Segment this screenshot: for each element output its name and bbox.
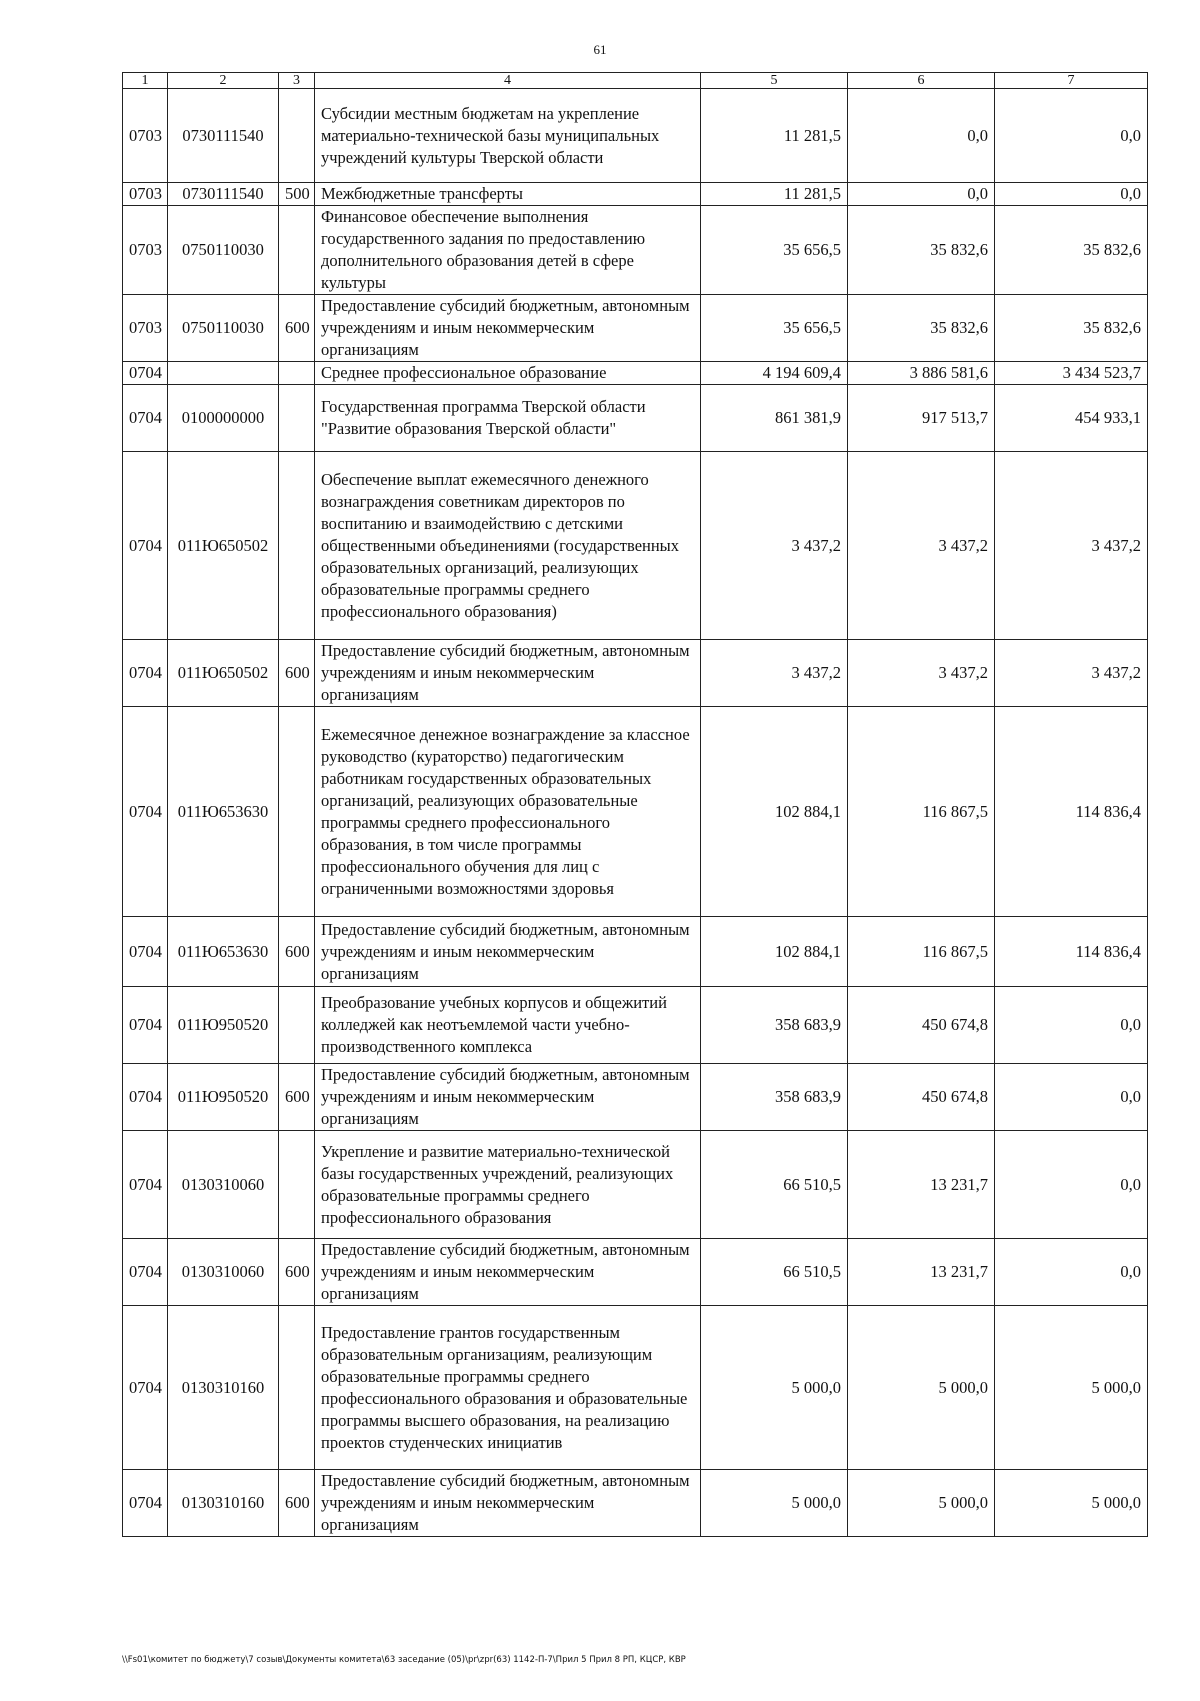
target-code-cell: 0730111540 [168,183,279,206]
target-code-cell: 0750110030 [168,206,279,295]
target-code-cell: 011Ю950520 [168,1064,279,1131]
item-name-cell: Предоставление субсидий бюджетным, автономным учреждениям и иным некоммерческим организациям [315,295,701,362]
amount-col7-cell: 0,0 [995,1064,1148,1131]
amount-col5-cell: 11 281,5 [701,89,848,183]
section-cell: 0704 [123,1470,168,1537]
amount-col7-cell: 0,0 [995,987,1148,1064]
footer-file-path: \\Fs01\комитет по бюджету\7 созыв\Документы комитета\63 заседание (05)\pr\zpr(63) 1142-П-7\Прил 5 Прил 8 РП, КЦСР, КВР [122,1655,686,1665]
target-code-cell: 0750110030 [168,295,279,362]
expense-type-cell: 600 [279,1239,315,1306]
column-header: 2 [168,73,279,89]
table-row [123,1064,1148,1131]
expense-type-cell [279,206,315,295]
amount-col5-cell: 35 656,5 [701,295,848,362]
target-code-cell: 0130310160 [168,1306,279,1470]
table-row [123,452,1148,640]
amount-col6-cell: 450 674,8 [848,1064,995,1131]
item-name-cell: Предоставление субсидий бюджетным, автономным учреждениям и иным некоммерческим организациям [315,1470,701,1537]
amount-col6-cell: 116 867,5 [848,707,995,917]
amount-col7-cell: 35 832,6 [995,206,1148,295]
amount-col7-cell: 3 434 523,7 [995,362,1148,385]
expense-type-cell [279,1306,315,1470]
amount-col6-cell: 0,0 [848,89,995,183]
item-name-cell: Предоставление субсидий бюджетным, автономным учреждениям и иным некоммерческим организациям [315,1064,701,1131]
amount-col7-cell: 0,0 [995,89,1148,183]
amount-col6-cell: 35 832,6 [848,206,995,295]
amount-col5-cell: 35 656,5 [701,206,848,295]
expense-type-cell: 600 [279,917,315,987]
section-cell: 0703 [123,89,168,183]
expense-type-cell [279,89,315,183]
section-cell: 0703 [123,183,168,206]
section-cell: 0703 [123,295,168,362]
table-row [123,987,1148,1064]
item-name-cell: Финансовое обеспечение выполнения государственного задания по предоставлению дополнительного образования детей в сфере культуры [315,206,701,295]
expense-type-cell [279,385,315,452]
amount-col7-cell: 0,0 [995,1239,1148,1306]
expense-type-cell [279,452,315,640]
amount-col5-cell: 4 194 609,4 [701,362,848,385]
amount-col7-cell: 114 836,4 [995,707,1148,917]
item-name-cell: Укрепление и развитие материально-технической базы государственных учреждений, реализующих образовательные программы среднего профессионального образования [315,1131,701,1239]
target-code-cell: 011Ю653630 [168,917,279,987]
column-header: 4 [315,73,701,89]
table-row [123,1306,1148,1470]
amount-col5-cell: 3 437,2 [701,640,848,707]
amount-col7-cell: 5 000,0 [995,1306,1148,1470]
table-row [123,183,1148,206]
amount-col6-cell: 450 674,8 [848,987,995,1064]
item-name-cell: Предоставление грантов государственным образовательным организациям, реализующим образовательные программы среднего профессионального образования и образовательные программы высшего образования, на реализацию проектов студенческих инициатив [315,1306,701,1470]
section-cell: 0704 [123,1131,168,1239]
amount-col5-cell: 66 510,5 [701,1131,848,1239]
expense-type-cell: 600 [279,1470,315,1537]
section-cell: 0704 [123,362,168,385]
expense-type-cell [279,362,315,385]
target-code-cell: 011Ю650502 [168,640,279,707]
column-header: 7 [995,73,1148,89]
column-header: 6 [848,73,995,89]
section-cell: 0704 [123,917,168,987]
amount-col6-cell: 0,0 [848,183,995,206]
target-code-cell: 011Ю950520 [168,987,279,1064]
amount-col6-cell: 13 231,7 [848,1239,995,1306]
amount-col5-cell: 5 000,0 [701,1306,848,1470]
amount-col6-cell: 13 231,7 [848,1131,995,1239]
page-number: 61 [593,42,607,57]
item-name-cell: Преобразование учебных корпусов и общежитий колледжей как неотъемлемой части учебно-производственного комплекса [315,987,701,1064]
section-cell: 0704 [123,640,168,707]
expense-type-cell: 600 [279,640,315,707]
item-name-cell: Ежемесячное денежное вознаграждение за классное руководство (кураторство) педагогическим работникам государственных образовательных организаций, реализующих образовательные программы среднего профессионального образования, в том числе программы профессионального обучения для лиц с ограниченными возможностями здоровья [315,707,701,917]
amount-col6-cell: 116 867,5 [848,917,995,987]
target-code-cell: 0100000000 [168,385,279,452]
expense-type-cell [279,987,315,1064]
amount-col5-cell: 102 884,1 [701,917,848,987]
amount-col6-cell: 3 437,2 [848,452,995,640]
column-header: 1 [123,73,168,89]
expense-type-cell: 600 [279,295,315,362]
amount-col7-cell: 35 832,6 [995,295,1148,362]
table-row [123,385,1148,452]
section-cell: 0704 [123,987,168,1064]
amount-col5-cell: 102 884,1 [701,707,848,917]
column-header: 5 [701,73,848,89]
section-cell: 0704 [123,707,168,917]
expense-type-cell [279,1131,315,1239]
section-cell: 0704 [123,1064,168,1131]
column-header: 3 [279,73,315,89]
amount-col6-cell: 5 000,0 [848,1306,995,1470]
amount-col7-cell: 114 836,4 [995,917,1148,987]
item-name-cell: Среднее профессиональное образование [315,362,701,385]
item-name-cell: Государственная программа Тверской области "Развитие образования Тверской области" [315,385,701,452]
item-name-cell: Субсидии местным бюджетам на укрепление материально-технической базы муниципальных учреждений культуры Тверской области [315,89,701,183]
amount-col7-cell: 5 000,0 [995,1470,1148,1537]
target-code-cell [168,362,279,385]
amount-col6-cell: 3 437,2 [848,640,995,707]
amount-col7-cell: 3 437,2 [995,452,1148,640]
table-row [123,917,1148,987]
table-row [123,640,1148,707]
item-name-cell: Межбюджетные трансферты [315,183,701,206]
amount-col5-cell: 358 683,9 [701,987,848,1064]
amount-col6-cell: 5 000,0 [848,1470,995,1537]
item-name-cell: Предоставление субсидий бюджетным, автономным учреждениям и иным некоммерческим организациям [315,640,701,707]
table-row [123,1470,1148,1537]
section-cell: 0704 [123,1239,168,1306]
amount-col5-cell: 11 281,5 [701,183,848,206]
column-number-row [123,73,1148,89]
amount-col6-cell: 3 886 581,6 [848,362,995,385]
section-cell: 0704 [123,1306,168,1470]
target-code-cell: 011Ю653630 [168,707,279,917]
amount-col5-cell: 358 683,9 [701,1064,848,1131]
section-cell: 0704 [123,385,168,452]
amount-col5-cell: 3 437,2 [701,452,848,640]
expense-type-cell: 600 [279,1064,315,1131]
budget-table [122,72,1148,1537]
target-code-cell: 0130310060 [168,1131,279,1239]
target-code-cell: 0130310160 [168,1470,279,1537]
table-row [123,89,1148,183]
amount-col6-cell: 917 513,7 [848,385,995,452]
target-code-cell: 011Ю650502 [168,452,279,640]
table-row [123,1239,1148,1306]
expense-type-cell: 500 [279,183,315,206]
section-cell: 0704 [123,452,168,640]
amount-col5-cell: 66 510,5 [701,1239,848,1306]
amount-col6-cell: 35 832,6 [848,295,995,362]
item-name-cell: Предоставление субсидий бюджетным, автономным учреждениям и иным некоммерческим организациям [315,1239,701,1306]
amount-col7-cell: 3 437,2 [995,640,1148,707]
amount-col7-cell: 0,0 [995,1131,1148,1239]
target-code-cell: 0130310060 [168,1239,279,1306]
table-body [123,89,1148,1537]
expense-type-cell [279,707,315,917]
amount-col5-cell: 861 381,9 [701,385,848,452]
table-row [123,206,1148,295]
amount-col5-cell: 5 000,0 [701,1470,848,1537]
table-row [123,707,1148,917]
target-code-cell: 0730111540 [168,89,279,183]
section-cell: 0703 [123,206,168,295]
table-row [123,295,1148,362]
table-row [123,362,1148,385]
item-name-cell: Предоставление субсидий бюджетным, автономным учреждениям и иным некоммерческим организациям [315,917,701,987]
table-row [123,1131,1148,1239]
amount-col7-cell: 0,0 [995,183,1148,206]
item-name-cell: Обеспечение выплат ежемесячного денежного вознаграждения советникам директоров по воспитанию и взаимодействию с детскими общественными объединениями (государственных образовательных организаций, реализующих образовательные программы среднего профессионального образования) [315,452,701,640]
amount-col7-cell: 454 933,1 [995,385,1148,452]
